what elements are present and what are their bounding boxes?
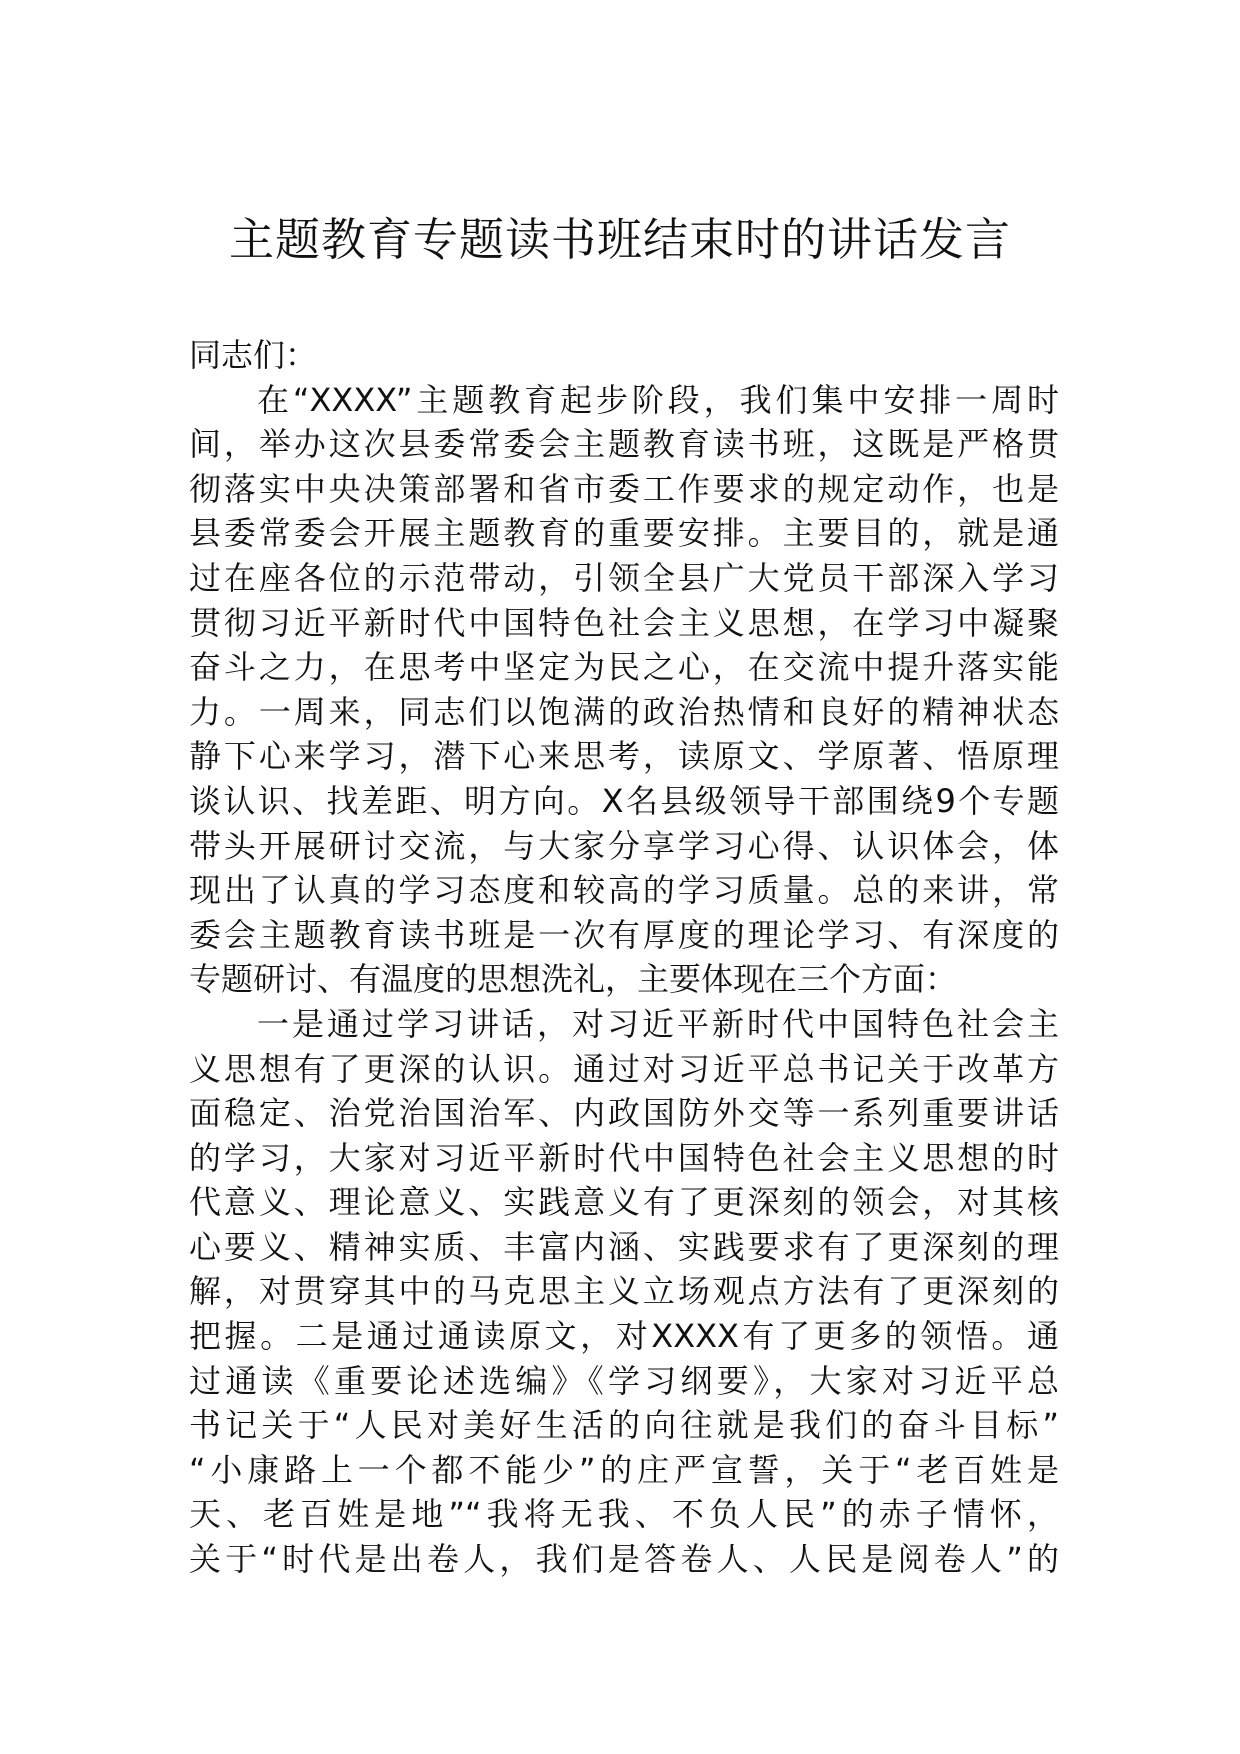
text-line: 专题研讨、有温度的思想洗礼，主要体现在三个方面：	[189, 960, 958, 999]
document-body	[189, 333, 1059, 1582]
text-line: 面稳定、治党治国治军、内政国防外交等一系列重要讲话	[189, 1094, 1059, 1133]
text-line: 彻落实中央决策部署和省市委工作要求的规定动作，也是	[189, 469, 1059, 508]
text-line: 力。一周来，同志们以饱满的政治热情和良好的精神状态	[189, 692, 1059, 731]
text-line: 心要义、精神实质、丰富内涵、实践要求有了更深刻的理	[189, 1227, 1059, 1266]
text-line: 静下心来学习，潜下心来思考，读原文、学原著、悟原理	[189, 737, 1059, 776]
text-line: 县委常委会开展主题教育的重要安排。主要目的，就是通	[189, 514, 1059, 553]
text-line: 代意义、理论意义、实践意义有了更深刻的领会，对其核	[189, 1183, 1059, 1222]
salutation: 同志们：	[189, 336, 318, 374]
text-line: 天、老百姓是地”“我将无我、不负人民”的赤子情怀，	[189, 1495, 1059, 1534]
text-line: 书记关于“人民对美好生活的向往就是我们的奋斗目标”	[189, 1406, 1059, 1445]
text-line: 过在座各位的示范带动，引领全县广大党员干部深入学习	[189, 558, 1059, 597]
text-line: 带头开展研讨交流，与大家分享学习心得、认识体会，体	[189, 826, 1059, 865]
text-line: 现出了认真的学习态度和较高的学习质量。总的来讲，常	[189, 871, 1059, 910]
text-line: 在“XXXX”主题教育起步阶段，我们集中安排一周时	[257, 380, 1059, 419]
text-line: 解，对贯穿其中的马克思主义立场观点方法有了更深刻的	[189, 1272, 1059, 1311]
text-line: 间，举办这次县委常委会主题教育读书班，这既是严格贯	[189, 425, 1059, 464]
text-line: 过通读《重要论述选编》《学习纲要》，大家对习近平总	[189, 1361, 1059, 1400]
text-line: 关于“时代是出卷人，我们是答卷人、人民是阅卷人”的	[189, 1540, 1059, 1579]
text-line: 委会主题教育读书班是一次有厚度的理论学习、有深度的	[189, 915, 1059, 954]
text-line: 的学习，大家对习近平新时代中国特色社会主义思想的时	[189, 1138, 1059, 1177]
text-line: 把握。二是通过通读原文，对XXXX有了更多的领悟。通	[189, 1317, 1059, 1356]
document-title: 主题教育专题读书班结束时的讲话发言	[228, 213, 1011, 266]
text-line: “小康路上一个都不能少”的庄严宣誓，关于“老百姓是	[189, 1450, 1059, 1489]
text-line: 谈认识、找差距、明方向。X名县级领导干部围绕9个专题	[189, 781, 1059, 820]
text-line: 义思想有了更深的认识。通过对习近平总书记关于改革方	[189, 1049, 1059, 1088]
text-line: 一是通过学习讲话，对习近平新时代中国特色社会主	[257, 1004, 1059, 1043]
text-line: 奋斗之力，在思考中坚定为民之心，在交流中提升落实能	[189, 648, 1059, 687]
text-line: 贯彻习近平新时代中国特色社会主义思想，在学习中凝聚	[189, 603, 1059, 642]
